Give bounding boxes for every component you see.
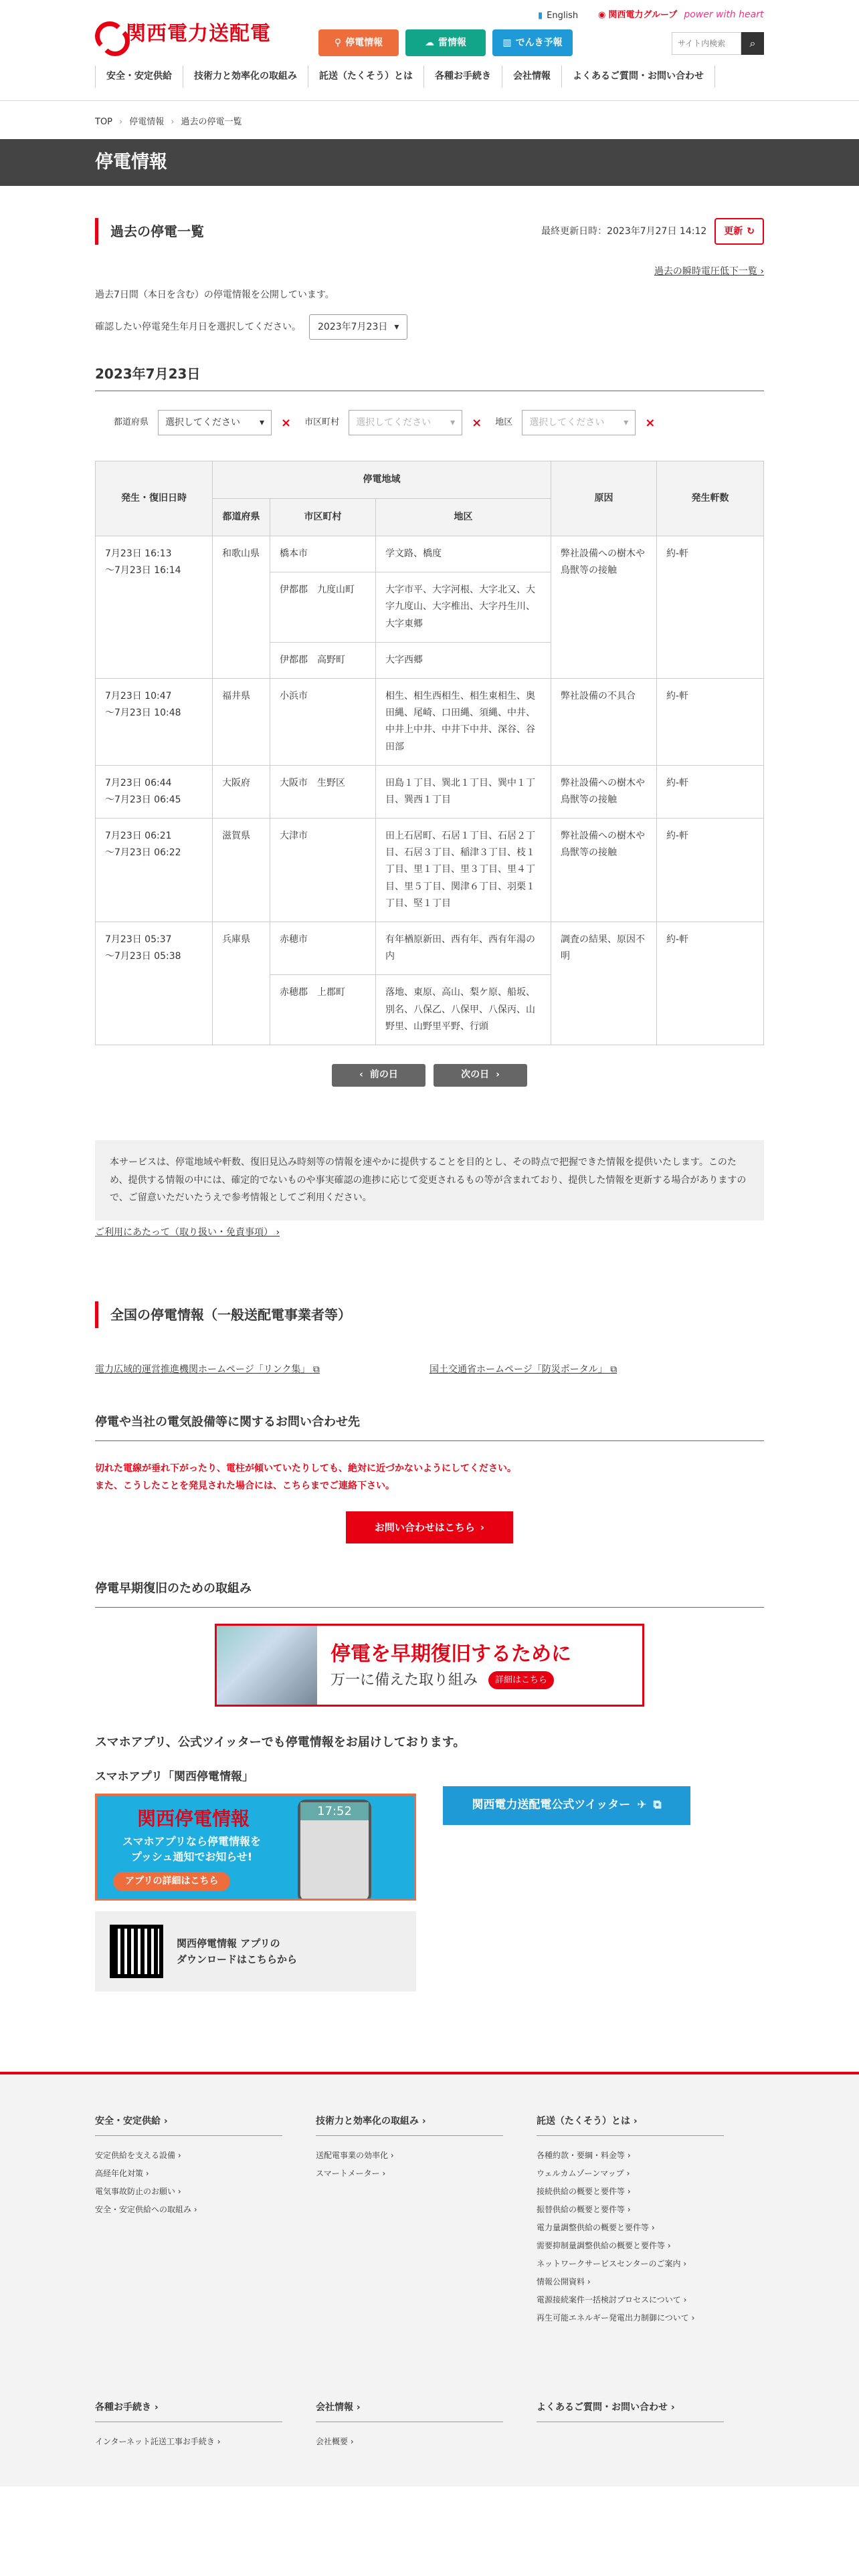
cell-pref: 福井県 bbox=[213, 678, 270, 765]
nav-safety[interactable]: 安全・安定供給 bbox=[95, 66, 183, 88]
group-logo[interactable]: ◉ 関西電力グループ power with heart bbox=[598, 8, 764, 22]
past-voltage-drop-link[interactable]: 過去の瞬時電圧低下一覧 › bbox=[654, 266, 764, 277]
breadcrumb-top[interactable]: TOP bbox=[95, 117, 113, 127]
table-body bbox=[96, 536, 764, 1045]
footer-heading[interactable]: 会社情報 › bbox=[316, 2401, 503, 2422]
twitter-bird-icon: ✈ bbox=[637, 1798, 647, 1812]
page-title: 停電情報 bbox=[95, 152, 167, 173]
clear-pref-icon[interactable]: × bbox=[281, 415, 292, 430]
page-title-bar bbox=[0, 139, 859, 186]
cell-district: 田上石居町、石居１丁目、石居２丁目、石居３丁目、稲津３丁目、枝１丁目、里１丁目、里３丁目、里４丁目、里５丁目、関津６丁目、羽栗１丁目、堅１丁目 bbox=[376, 819, 551, 922]
phone-image bbox=[298, 1800, 371, 1901]
external-link-icon: ⧉ bbox=[312, 1364, 320, 1375]
footer-list bbox=[95, 2433, 282, 2451]
footer-list bbox=[316, 2433, 503, 2451]
caret-down-icon: ▾ bbox=[450, 417, 456, 428]
pref-label: 都道府県 bbox=[114, 417, 149, 428]
cell-district: 田島１丁目、巽北１丁目、巽中１丁目、巽西１丁目 bbox=[376, 765, 551, 818]
cell-time: 7月23日 10:47 ～7月23日 10:48 bbox=[96, 678, 213, 765]
site-footer bbox=[0, 2072, 859, 2486]
footer-heading[interactable]: よくあるご質問・お問い合わせ › bbox=[537, 2401, 724, 2422]
cell-district: 有年楢原新田、西有年、西有年湯の内 bbox=[376, 922, 551, 975]
cell-city: 赤穂市 bbox=[270, 922, 376, 975]
footer-column bbox=[95, 2115, 282, 2327]
lightning-info-button[interactable]: ☁ 雷情報 bbox=[405, 29, 486, 56]
phone-time: 17:52 bbox=[300, 1802, 369, 1820]
nav-takuso[interactable]: 託送（たくそう）とは bbox=[308, 66, 423, 88]
breadcrumb-outage[interactable]: 停電情報 bbox=[129, 117, 165, 127]
col-district: 地区 bbox=[376, 499, 551, 536]
footer-column bbox=[95, 2401, 282, 2451]
banner-headline: 停電を早期復旧するために bbox=[330, 1642, 571, 1666]
cell-district: 落地、東原、高山、梨ケ原、船坂、別名、八保乙、八保甲、八保丙、山野里、山野里平野、行頭 bbox=[376, 975, 551, 1045]
footer-list bbox=[95, 2147, 282, 2219]
col-area: 停電地域 bbox=[213, 461, 551, 499]
footer-link[interactable]: 各種約款・要綱・料金等 › bbox=[537, 2151, 631, 2161]
footer-link[interactable]: 需要抑制量調整供給の概要と要件等 › bbox=[537, 2241, 671, 2251]
footer-column bbox=[537, 2115, 724, 2327]
footer-heading[interactable]: 技術力と効率化の取組み › bbox=[316, 2115, 503, 2136]
footer-column bbox=[316, 2115, 503, 2327]
recovery-banner[interactable] bbox=[215, 1624, 644, 1707]
cell-district: 相生、相生西相生、相生東相生、奥田縄、尾崎、口田縄、須縄、中井、中井上中井、中井下中井、深谷、谷田部 bbox=[376, 678, 551, 765]
bars-icon: ▮ bbox=[538, 11, 543, 21]
cell-cause: 弊社設備への樹木や鳥獣等の接触 bbox=[551, 765, 657, 818]
contact-title: 停電や当社の電気設備等に関するお問い合わせ先 bbox=[95, 1413, 764, 1441]
quick-links bbox=[318, 29, 573, 56]
table-row bbox=[96, 819, 764, 922]
col-count: 発生軒数 bbox=[657, 461, 764, 536]
footer-link[interactable]: インターネット託送工事お手続き › bbox=[95, 2437, 221, 2447]
app-download[interactable] bbox=[95, 1911, 416, 1992]
global-nav bbox=[95, 66, 715, 88]
footer-link[interactable]: 高経年化対策 › bbox=[95, 2169, 149, 2179]
cell-count: 約-軒 bbox=[657, 536, 764, 679]
col-cause: 原因 bbox=[551, 461, 657, 536]
sns-title: スマホアプリ、公式ツイッターでも停電情報をお届けしております。 bbox=[95, 1735, 466, 1749]
worker-photo bbox=[217, 1626, 317, 1705]
chevron-left-icon: ‹ bbox=[359, 1069, 363, 1081]
footer-heading[interactable]: 託送（たくそう）とは › bbox=[537, 2115, 724, 2136]
terms-link[interactable]: ご利用にあたって（取り扱い・免責事項） › bbox=[95, 1226, 280, 1238]
banner-sub: 万一に備えた取り組み bbox=[330, 1671, 478, 1689]
search-icon[interactable]: ⌕ bbox=[741, 32, 764, 55]
refresh-button[interactable]: 更新 ↻ bbox=[714, 218, 764, 245]
cell-cause: 弊社設備への樹木や鳥獣等の接触 bbox=[551, 819, 657, 922]
footer-link[interactable]: 接続供給の概要と要件等 › bbox=[537, 2187, 631, 2197]
cell-district: 学文路、橋度 bbox=[376, 536, 551, 572]
area-label: 地区 bbox=[495, 417, 513, 428]
cell-city: 伊都郡 九度山町 bbox=[270, 572, 376, 643]
city-select[interactable]: 選択してください ▾ bbox=[349, 410, 462, 435]
external-link-icon: ⧉ bbox=[610, 1364, 617, 1375]
footer-list bbox=[316, 2147, 503, 2183]
outage-info-button[interactable]: ⚲ 停電情報 bbox=[318, 29, 399, 56]
breadcrumb bbox=[95, 101, 764, 129]
col-city: 市区町村 bbox=[270, 499, 376, 536]
footer-link[interactable]: 安定供給を支える設備 › bbox=[95, 2151, 181, 2161]
contact-button[interactable]: お問い合わせはこちら › bbox=[346, 1511, 513, 1543]
footer-list bbox=[537, 2147, 724, 2327]
app-banner-sub: スマホアプリなら停電情報を プッシュ通知でお知らせ! bbox=[122, 1835, 262, 1863]
table-row bbox=[96, 536, 764, 572]
cell-count: 約-軒 bbox=[657, 922, 764, 1045]
app-banner[interactable] bbox=[95, 1794, 416, 1901]
safety-warning: 切れた電線が垂れ下がったり、電柱が傾いていたりしても、絶対に近づかないようにしてください。 また、こうしたことを発見された場合には、こちらまでご連絡下さい。 bbox=[95, 1463, 516, 1492]
cell-pref: 兵庫県 bbox=[213, 922, 270, 1045]
caret-down-icon: ▾ bbox=[259, 417, 265, 428]
group-mark-icon: ◉ bbox=[598, 9, 606, 20]
site-search bbox=[672, 32, 764, 55]
cell-city: 大阪市 生野区 bbox=[270, 765, 376, 818]
footer-link[interactable]: 電気事故防止のお願い › bbox=[95, 2187, 181, 2197]
footer-link[interactable]: 情報公開資料 › bbox=[537, 2277, 591, 2287]
cell-district: 大字市平、大字河根、大字北又、大字九度山、大字椎出、大字丹生川、大字東郷 bbox=[376, 572, 551, 643]
table-row bbox=[96, 765, 764, 818]
occto-link[interactable]: 電力広域的運営推進機関ホームページ「リンク集」 ⧉ bbox=[95, 1364, 320, 1375]
footer-link[interactable]: 電力量調整供給の概要と要件等 › bbox=[537, 2223, 655, 2233]
breadcrumb-current: 過去の停電一覧 bbox=[181, 117, 242, 127]
section-title: 過去の停電一覧 bbox=[95, 218, 204, 245]
area-filters bbox=[95, 410, 764, 435]
table-row bbox=[96, 922, 764, 975]
footer-heading[interactable]: 各種お手続き › bbox=[95, 2401, 282, 2422]
chevron-right-icon: › bbox=[171, 117, 175, 127]
nav-procedures[interactable]: 各種お手続き bbox=[423, 66, 502, 88]
date-select[interactable]: 2023年7月23日 ▾ bbox=[309, 314, 407, 340]
cell-count: 約-軒 bbox=[657, 819, 764, 922]
cell-time: 7月23日 06:44 ～7月23日 06:45 bbox=[96, 765, 213, 818]
table-row bbox=[96, 678, 764, 765]
cell-city: 橋本市 bbox=[270, 536, 376, 572]
cloud-icon: ☁ bbox=[425, 37, 434, 48]
cell-city: 大津市 bbox=[270, 819, 376, 922]
day-pager bbox=[95, 1064, 764, 1087]
chart-icon: ▥ bbox=[502, 37, 512, 48]
caret-down-icon: ▾ bbox=[394, 321, 399, 332]
last-updated: 最終更新日時：2023年7月27日 14:12 bbox=[541, 225, 707, 237]
cell-cause: 弊社設備の不具合 bbox=[551, 678, 657, 765]
app-title: スマホアプリ「関西停電情報」 bbox=[95, 1769, 254, 1784]
qr-code bbox=[110, 1925, 163, 1978]
logo-mark-icon bbox=[95, 21, 120, 47]
app-banner-title: 関西停電情報 bbox=[137, 1808, 250, 1830]
chevron-right-icon: › bbox=[119, 117, 123, 127]
city-label: 市区町村 bbox=[304, 417, 340, 428]
app-banner-button: アプリの詳細はこちら bbox=[113, 1872, 230, 1891]
footer-column bbox=[537, 2401, 724, 2451]
nav-company[interactable]: 会社情報 bbox=[502, 66, 561, 88]
cell-city: 小浜市 bbox=[270, 678, 376, 765]
date-heading: 2023年7月23日 bbox=[95, 364, 764, 391]
footer-link[interactable]: 再生可能エネルギー発電出力制御について › bbox=[537, 2313, 695, 2323]
cell-count: 約-軒 bbox=[657, 678, 764, 765]
nav-faq[interactable]: よくあるご質問・お問い合わせ bbox=[561, 66, 715, 88]
cell-pref: 和歌山県 bbox=[213, 536, 270, 679]
cell-city: 伊都郡 高野町 bbox=[270, 642, 376, 678]
site-logo[interactable]: 関西電力送配電 bbox=[95, 19, 271, 49]
footer-heading[interactable]: 安全・安定供給 › bbox=[95, 2115, 282, 2136]
mlit-link[interactable]: 国土交通省ホームページ「防災ポータル」 ⧉ bbox=[430, 1364, 617, 1375]
cell-cause: 調査の結果、原因不明 bbox=[551, 922, 657, 1045]
outage-table bbox=[95, 461, 764, 1045]
banner-detail-button: 詳細はこちら bbox=[488, 1671, 554, 1690]
chevron-right-icon: › bbox=[480, 1521, 485, 1533]
cell-time: 7月23日 06:21 ～7月23日 06:22 bbox=[96, 819, 213, 922]
footer-link[interactable]: 安全・安定供給への取組み › bbox=[95, 2205, 197, 2215]
prev-day-button[interactable]: ‹ 前の日 bbox=[332, 1064, 425, 1087]
cell-cause: 弊社設備への樹木や鳥獣等の接触 bbox=[551, 536, 657, 679]
english-link[interactable]: ▮ English bbox=[538, 9, 578, 23]
area-select[interactable]: 選択してください ▾ bbox=[522, 410, 636, 435]
national-title: 全国の停電情報（一般送配電事業者等） bbox=[95, 1301, 764, 1328]
external-link-icon: ⧉ bbox=[653, 1798, 662, 1812]
cell-pref: 大阪府 bbox=[213, 765, 270, 818]
cell-district: 大字西郷 bbox=[376, 642, 551, 678]
recovery-title: 停電早期復旧のための取組み bbox=[95, 1580, 764, 1608]
clear-area-icon[interactable]: × bbox=[645, 415, 656, 430]
refresh-icon: ↻ bbox=[747, 225, 755, 237]
lead-text: 過去7日間（本日を含む）の停電情報を公開しています。 bbox=[95, 290, 335, 300]
chevron-right-icon: › bbox=[496, 1069, 500, 1081]
footer-link[interactable]: 電源接続案件一括検討プロセスについて › bbox=[537, 2295, 687, 2305]
cell-time: 7月23日 16:13 ～7月23日 16:14 bbox=[96, 536, 213, 679]
caret-down-icon: ▾ bbox=[624, 417, 629, 428]
clear-city-icon[interactable]: × bbox=[472, 415, 482, 430]
site-header bbox=[95, 0, 764, 100]
cell-city: 赤穂郡 上郡町 bbox=[270, 975, 376, 1045]
cell-count: 約-軒 bbox=[657, 765, 764, 818]
footer-link[interactable]: 振替供給の概要と要件等 › bbox=[537, 2205, 631, 2215]
footer-column bbox=[316, 2401, 503, 2451]
cell-pref: 滋賀県 bbox=[213, 819, 270, 922]
cell-time: 7月23日 05:37 ～7月23日 05:38 bbox=[96, 922, 213, 1045]
pref-select[interactable]: 選択してください ▾ bbox=[158, 410, 272, 435]
nav-technology[interactable]: 技術力と効率化の取組み bbox=[183, 66, 308, 88]
col-pref: 都道府県 bbox=[213, 499, 270, 536]
power-forecast-button[interactable]: ▥ でんき予報 bbox=[492, 29, 573, 56]
search-input[interactable] bbox=[672, 32, 741, 55]
qr-text: 関西停電情報 アプリの ダウンロードはこちらから bbox=[177, 1937, 298, 1966]
date-prompt: 確認したい停電発生年月日を選択してください。 bbox=[95, 321, 301, 332]
footer-link[interactable]: 会社概要 › bbox=[316, 2437, 354, 2447]
next-day-button[interactable]: 次の日 › bbox=[434, 1064, 527, 1087]
col-time: 発生・復旧日時 bbox=[96, 461, 213, 536]
footer-link[interactable]: スマートメーター › bbox=[316, 2169, 386, 2179]
footer-link[interactable]: 送配電事業の効率化 › bbox=[316, 2151, 394, 2161]
breadcrumb-bar bbox=[0, 100, 859, 139]
disclaimer-notice: 本サービスは、停電地域や軒数、復旧見込み時刻等の情報を速やかに提供することを目的とし、その時点で把握できた情報を提供いたします。このため、提供する情報の中には、確定的でないものや事実確認の進捗に応じて変更されるもの等が含まれており、提供した情報を更新する場合がありますので、ご留意いただいたうえで参考情報としてご利用ください。 bbox=[95, 1140, 764, 1220]
footer-link[interactable]: ウェルカムゾーンマップ › bbox=[537, 2169, 630, 2179]
pin-icon: ⚲ bbox=[334, 37, 342, 48]
twitter-button[interactable]: 関西電力送配電公式ツイッター ✈ ⧉ bbox=[443, 1786, 690, 1825]
footer-link[interactable]: ネットワークサービスセンターのご案内 › bbox=[537, 2259, 687, 2269]
